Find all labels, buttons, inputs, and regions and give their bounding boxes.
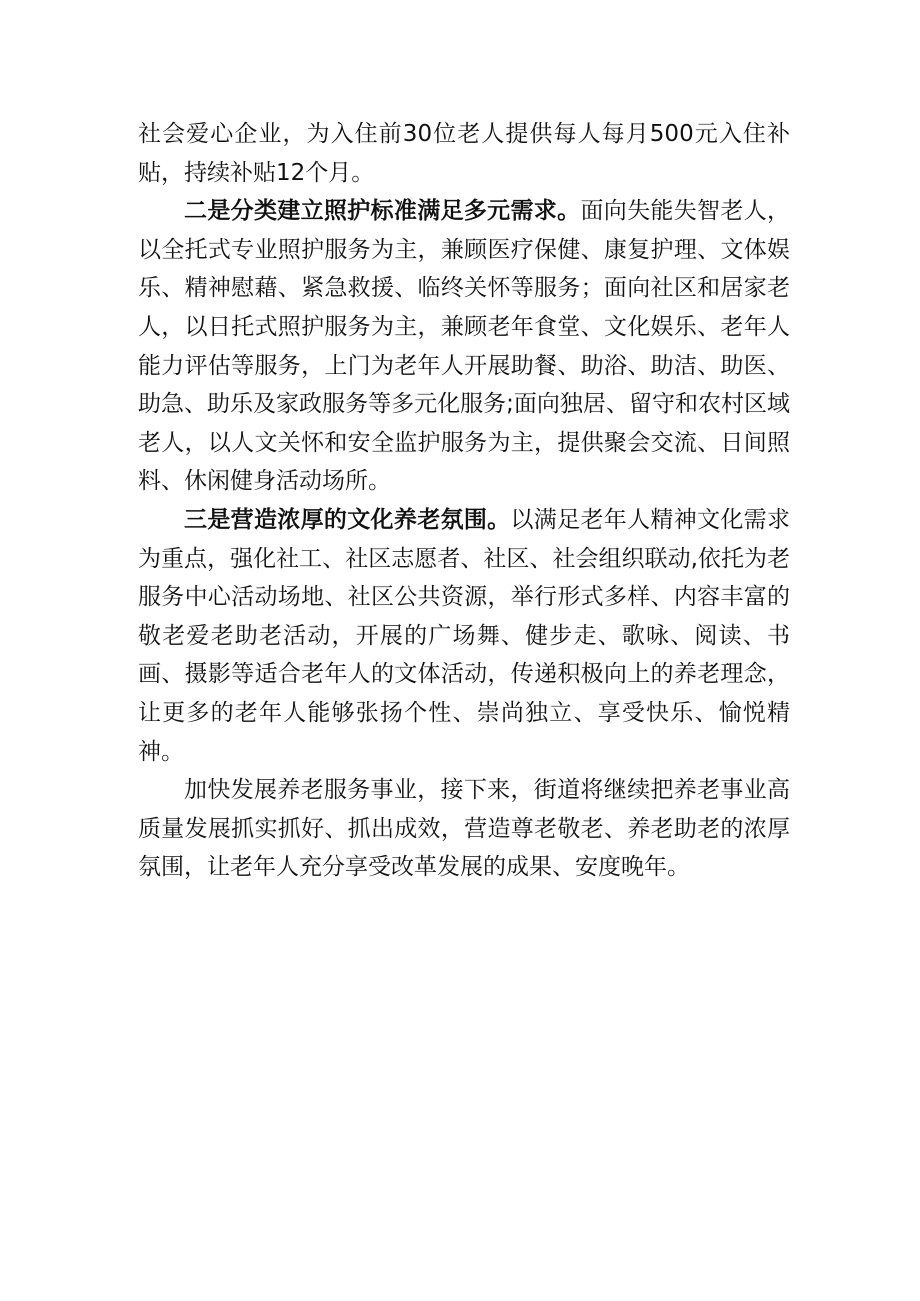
paragraph-care-standards bbox=[138, 192, 790, 501]
paragraph-heading: 三是营造浓厚的文化养老氛围。 bbox=[184, 506, 511, 533]
paragraph-conclusion bbox=[138, 771, 790, 887]
paragraph-text: 以满足老年人精神文化需求为重点，强化社工、社区志愿者、社区、社会组织联动,依托为老服务中心活动场地、社区公共资源，举行形式多样、内容丰富的敬老爱老助老活动，开展的广场舞、健步走、歌咏、阅读、书画、摄影等适合老年人的文体活动，传递积极向上的养老理念，让更多的老年人能够张扬个性、崇尚独立、享受快乐、愉悦精神。 bbox=[138, 506, 791, 765]
paragraph-text: 加快发展养老服务事业，接下来，街道将继续把养老事业高质量发展抓实抓好、抓出成效，营造尊老敬老、养老助老的浓厚氛围，让老年人充分享受改革发展的成果、安度晚年。 bbox=[138, 777, 790, 881]
paragraph-subsidy bbox=[138, 115, 790, 192]
paragraph-heading: 二是分类建立照护标准满足多元需求。 bbox=[184, 198, 581, 225]
paragraph-text: 面向失能失智老人，以全托式专业照护服务为主，兼顾医疗保健、康复护理、文体娱乐、精神慰藉、紧急救援、临终关怀等服务；面向社区和居家老人，以日托式照护服务为主，兼顾老年食堂、文化娱乐、老年人能力评估等服务，上门为老年人开展助餐、助浴、助洁、助医、助急、助乐及家政服务等多元化服务;面向独居、留守和农村区域老人，以人文关怀和安全监护服务为主，提供聚会交流、日间照料、休闲健身活动场所。 bbox=[138, 198, 791, 495]
paragraph-cultural-atmosphere bbox=[138, 501, 790, 771]
paragraph-text: 社会爱心企业，为入住前30位老人提供每人每月500元入住补贴，持续补贴12个月。 bbox=[138, 121, 790, 186]
document-page bbox=[138, 115, 790, 887]
